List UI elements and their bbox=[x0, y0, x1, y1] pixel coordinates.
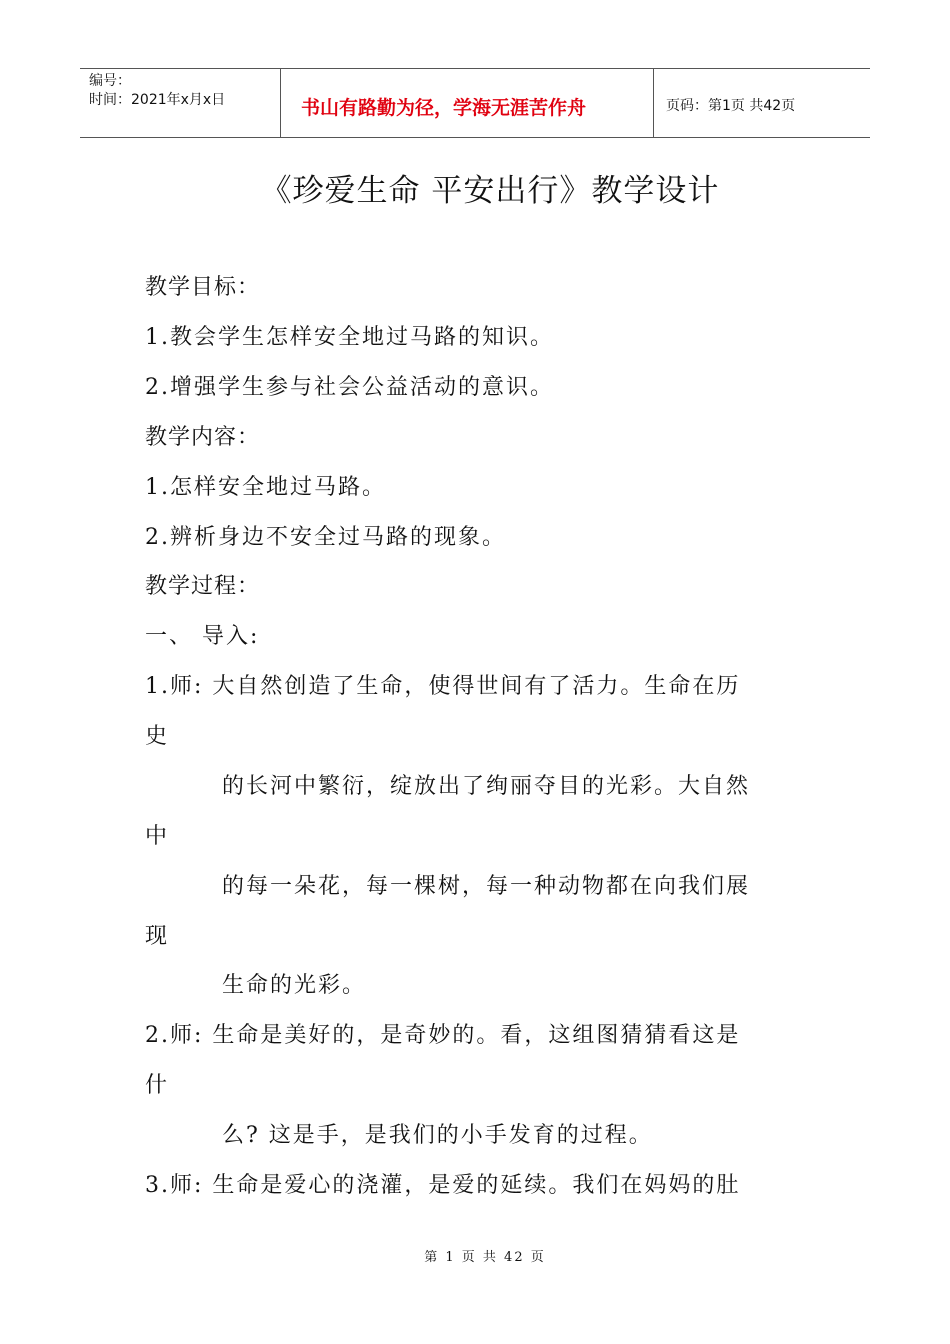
paragraph-line: 1.师: 大自然创造了生命，使得世间有了活力。生命在历 bbox=[145, 674, 741, 699]
header-number-label: 编号： bbox=[89, 73, 131, 89]
paragraph-line: 1.怎样安全地过马路。 bbox=[145, 475, 386, 500]
header-meta bbox=[80, 69, 281, 137]
paragraph-line: 的每一朵花，每一棵树，每一种动物都在向我们展 bbox=[222, 874, 751, 899]
paragraph-line: 的长河中繁衍，绽放出了绚丽夺目的光彩。大自然 bbox=[222, 774, 751, 799]
paragraph-line: 史 bbox=[145, 724, 170, 749]
section-heading-process: 教学过程： bbox=[145, 574, 261, 599]
header-page-info: 页码：第1页 共42页 bbox=[666, 98, 796, 114]
header-motto: 书山有路勤为径，学海无涯苦作舟 bbox=[281, 69, 654, 137]
paragraph-line: 一、 导入: bbox=[145, 624, 260, 649]
paragraph-line: 3.师: 生命是爱心的浇灌，是爱的延续。我们在妈妈的肚 bbox=[145, 1173, 741, 1198]
page-header bbox=[80, 68, 870, 138]
paragraph-line: 1.教会学生怎样安全地过马路的知识。 bbox=[145, 325, 554, 350]
section-heading-content: 教学内容： bbox=[145, 425, 261, 450]
page-footer: 第 1 页 共 42 页 bbox=[424, 1250, 546, 1265]
paragraph-line: 什 bbox=[145, 1073, 170, 1098]
header-time-label: 时间：2021年x月x日 bbox=[89, 92, 226, 108]
paragraph-line: 2.辨析身边不安全过马路的现象。 bbox=[145, 525, 506, 550]
paragraph-line: 么? 这是手，是我们的小手发育的过程。 bbox=[222, 1123, 653, 1148]
paragraph-line: 2.师: 生命是美好的，是奇妙的。看，这组图猜猜看这是 bbox=[145, 1023, 741, 1048]
paragraph-line: 2.增强学生参与社会公益活动的意识。 bbox=[145, 375, 554, 400]
paragraph-line: 现 bbox=[145, 924, 170, 949]
paragraph-line: 中 bbox=[145, 824, 170, 849]
paragraph-line: 生命的光彩。 bbox=[222, 973, 367, 998]
document-title: 《珍爱生命 平安出行》教学设计 bbox=[260, 173, 720, 209]
section-heading-objectives: 教学目标： bbox=[145, 275, 261, 300]
